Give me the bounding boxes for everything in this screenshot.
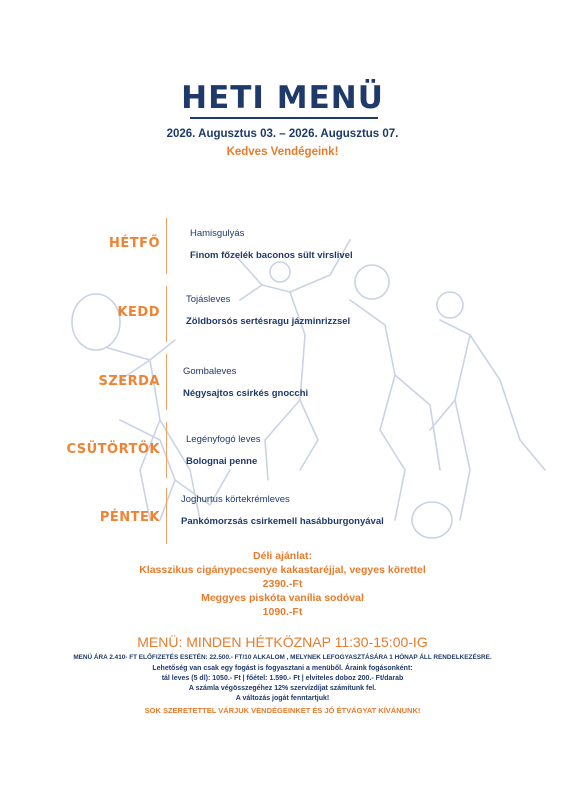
menu-hours: MENÜ: MINDEN HÉTKÖZNAP 11:30-15:00-IG (137, 634, 428, 650)
main-course-wednesday: Négysajtos csirkés gnocchi (183, 388, 309, 399)
divider-line (166, 488, 167, 544)
main-course-tuesday: Zöldborsós sertésragu jázminrizzsel (186, 316, 351, 327)
footer-note: A számla végösszegéhez 12% szervízdíjat számítunk fel. (188, 685, 377, 692)
title-underline (190, 117, 378, 119)
daily-offer-item: Meggyes piskóta vanília sodóval (201, 592, 364, 604)
footer-note: Lehetőség van csak egy fogást is fogyasztani a menüből. Áraink fogásonként: (152, 665, 413, 672)
daily-offer-price: 2390.-Ft (262, 578, 303, 590)
day-label-tuesday: KEDD (117, 305, 160, 320)
footer-note: tál leves (5 dl): 1050.- Ft | főétel: 1.590.- Ft | elviteles doboz 200.- Ft/darab (161, 675, 404, 682)
main-course-monday: Finom főzelék baconos sült virslivel (190, 250, 353, 261)
soup-monday: Hamisgulyás (190, 228, 245, 239)
divider-line (166, 422, 167, 478)
day-label-thursday: CSÜTÖRTÖK (66, 442, 160, 457)
main-course-thursday: Bolognai penne (186, 456, 258, 467)
footer-note: A változás jogát fenntartjuk! (235, 695, 330, 702)
closing-message: SOK SZERETETTEL VÁRJUK VENDÉGEINKET ÉS JÓ ÉTVÁGYAT KÍVÁNUNK! (144, 706, 421, 715)
divider-line (166, 286, 167, 342)
daily-offer-item: Klasszikus cigánypecsenye kakastaréjjal, vegyes körettel (139, 564, 426, 576)
divider-line (166, 218, 167, 274)
daily-offer-price: 1090.-Ft (262, 606, 303, 618)
date-range: 2026. Augusztus 03. – 2026. Augusztus 07. (166, 128, 399, 140)
daily-offer-title: Déli ajánlat: (253, 550, 312, 562)
page-title: HETI MENÜ (181, 80, 384, 116)
main-course-friday: Pankómorzsás csirkemell hasábburgonyával (181, 516, 384, 527)
divider-line (166, 354, 167, 410)
day-label-monday: HÉTFŐ (108, 236, 160, 251)
soup-thursday: Legényfogó leves (186, 434, 261, 445)
soup-friday: Joghurtus körtekrémleves (181, 494, 290, 505)
menu-price-info: MENÜ ÁRA 2.410- FT ELŐFIZETÉS ESETÉN: 22.500.- FT/10 ALKALOM , MELYNEK LEFOGYASZTÁSÁRA 1 HÓNAP ÁLL RENDELKEZÉSRE. (73, 654, 492, 661)
soup-wednesday: Gombaleves (183, 366, 237, 377)
day-label-wednesday: SZERDA (98, 374, 160, 389)
greeting: Kedves Vendégeink! (226, 146, 339, 158)
day-label-friday: PÉNTEK (99, 510, 160, 525)
soup-tuesday: Tojásleves (186, 294, 231, 305)
